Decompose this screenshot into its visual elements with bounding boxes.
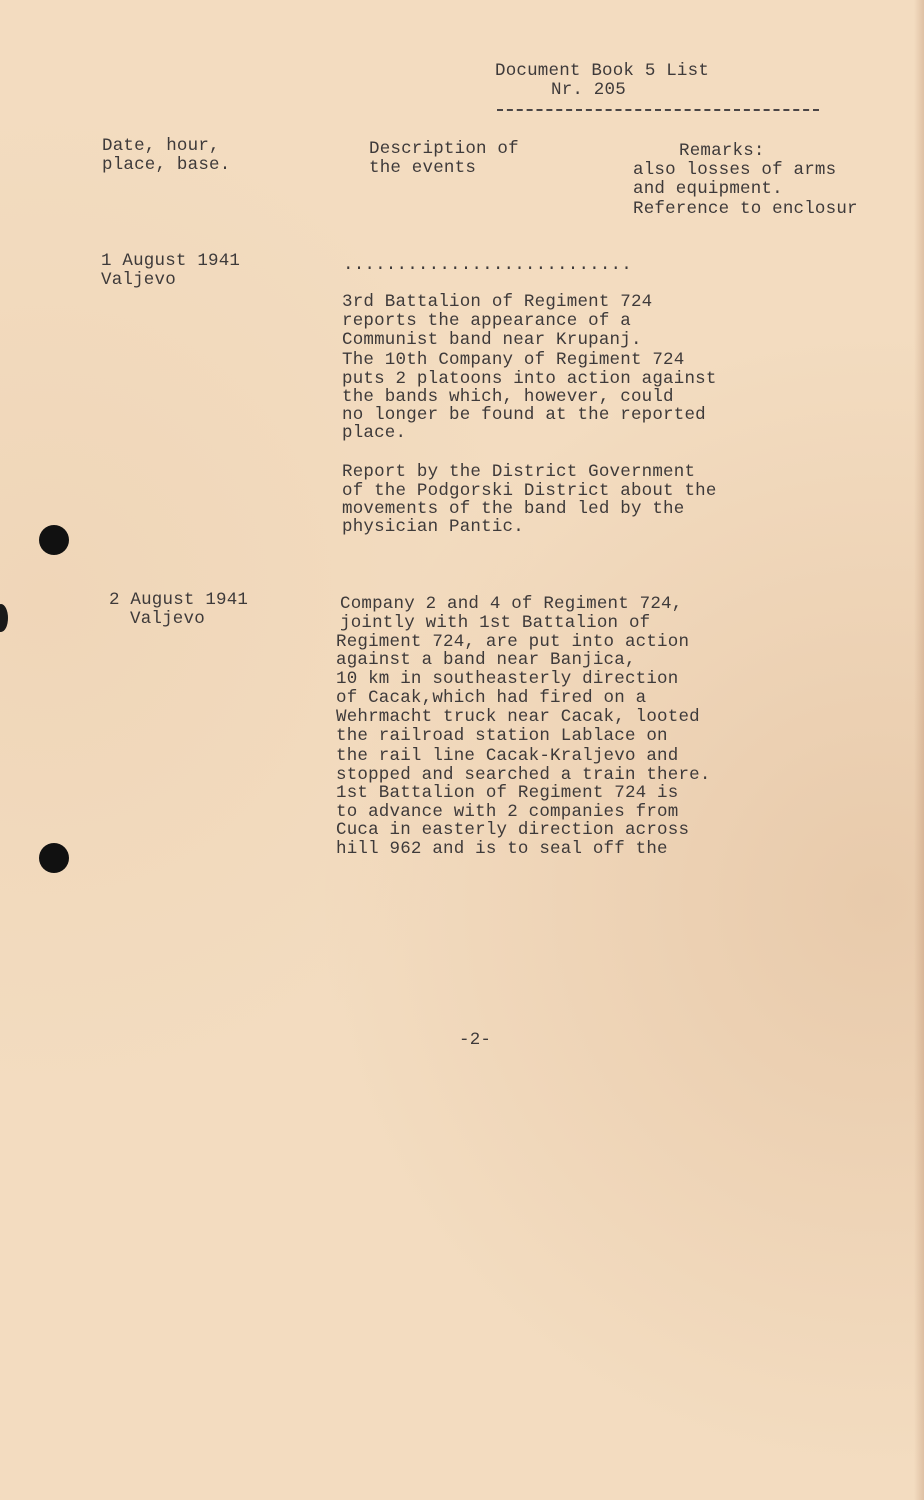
description-line: the rail line Cacak-Kraljevo and bbox=[336, 746, 679, 766]
description-line: the railroad station Lablace on bbox=[336, 726, 668, 746]
description-line: the bands which, however, could bbox=[342, 387, 674, 407]
description-line: jointly with 1st Battalion of bbox=[340, 613, 651, 633]
description-line: hill 962 and is to seal off the bbox=[336, 839, 668, 859]
col-description-heading-line1: Description of bbox=[369, 139, 519, 159]
document-title: Document Book 5 List bbox=[495, 61, 710, 81]
col-remarks-heading: Remarks: bbox=[679, 141, 765, 161]
description-line: Wehrmacht truck near Cacak, looted bbox=[336, 707, 700, 727]
entry-place: Valjevo bbox=[130, 609, 205, 629]
description-line: to advance with 2 companies from bbox=[336, 802, 679, 822]
description-line: Communist band near Krupanj. bbox=[342, 330, 642, 350]
description-line: 3rd Battalion of Regiment 724 bbox=[342, 292, 653, 312]
description-line: Regiment 724, are put into action bbox=[336, 632, 690, 652]
description-line: against a band near Banjica, bbox=[336, 650, 636, 670]
header-rule bbox=[497, 109, 819, 111]
description-line: Company 2 and 4 of Regiment 724, bbox=[340, 594, 683, 614]
description-line: place. bbox=[342, 423, 407, 443]
paper-edge-shadow bbox=[914, 0, 924, 1500]
description-line: of the Podgorski District about the bbox=[342, 481, 717, 501]
binding-mark bbox=[0, 604, 8, 632]
entry-date: 1 August 1941 bbox=[101, 251, 241, 271]
description-line: of Cacak,which had fired on a bbox=[336, 688, 647, 708]
entry-place: Valjevo bbox=[101, 270, 176, 290]
punch-hole bbox=[39, 525, 69, 555]
col-remarks-line3: and equipment. bbox=[633, 179, 783, 199]
description-line: stopped and searched a train there. bbox=[336, 765, 711, 785]
description-line: The 10th Company of Regiment 724 bbox=[342, 350, 685, 370]
punch-hole bbox=[39, 843, 69, 873]
description-line: no longer be found at the reported bbox=[342, 405, 706, 425]
entry-separator-dots: ........................... bbox=[343, 255, 632, 275]
description-line: physician Pantic. bbox=[342, 517, 524, 537]
description-line: Report by the District Government bbox=[342, 462, 696, 482]
col-date-heading-line2: place, base. bbox=[102, 155, 231, 175]
col-remarks-line4: Reference to enclosur bbox=[633, 199, 858, 219]
description-line: 1st Battalion of Regiment 724 is bbox=[336, 783, 679, 803]
description-line: Cuca in easterly direction across bbox=[336, 820, 690, 840]
col-remarks-line2: also losses of arms bbox=[633, 160, 837, 180]
description-line: 10 km in southeasterly direction bbox=[336, 669, 679, 689]
entry-date: 2 August 1941 bbox=[109, 590, 249, 610]
col-date-heading-line1: Date, hour, bbox=[102, 136, 220, 156]
description-line: reports the appearance of a bbox=[342, 311, 631, 331]
document-number: Nr. 205 bbox=[551, 80, 626, 100]
description-line: puts 2 platoons into action against bbox=[342, 369, 717, 389]
page-number: -2- bbox=[459, 1030, 492, 1050]
col-description-heading-line2: the events bbox=[369, 158, 477, 178]
description-line: movements of the band led by the bbox=[342, 499, 685, 519]
